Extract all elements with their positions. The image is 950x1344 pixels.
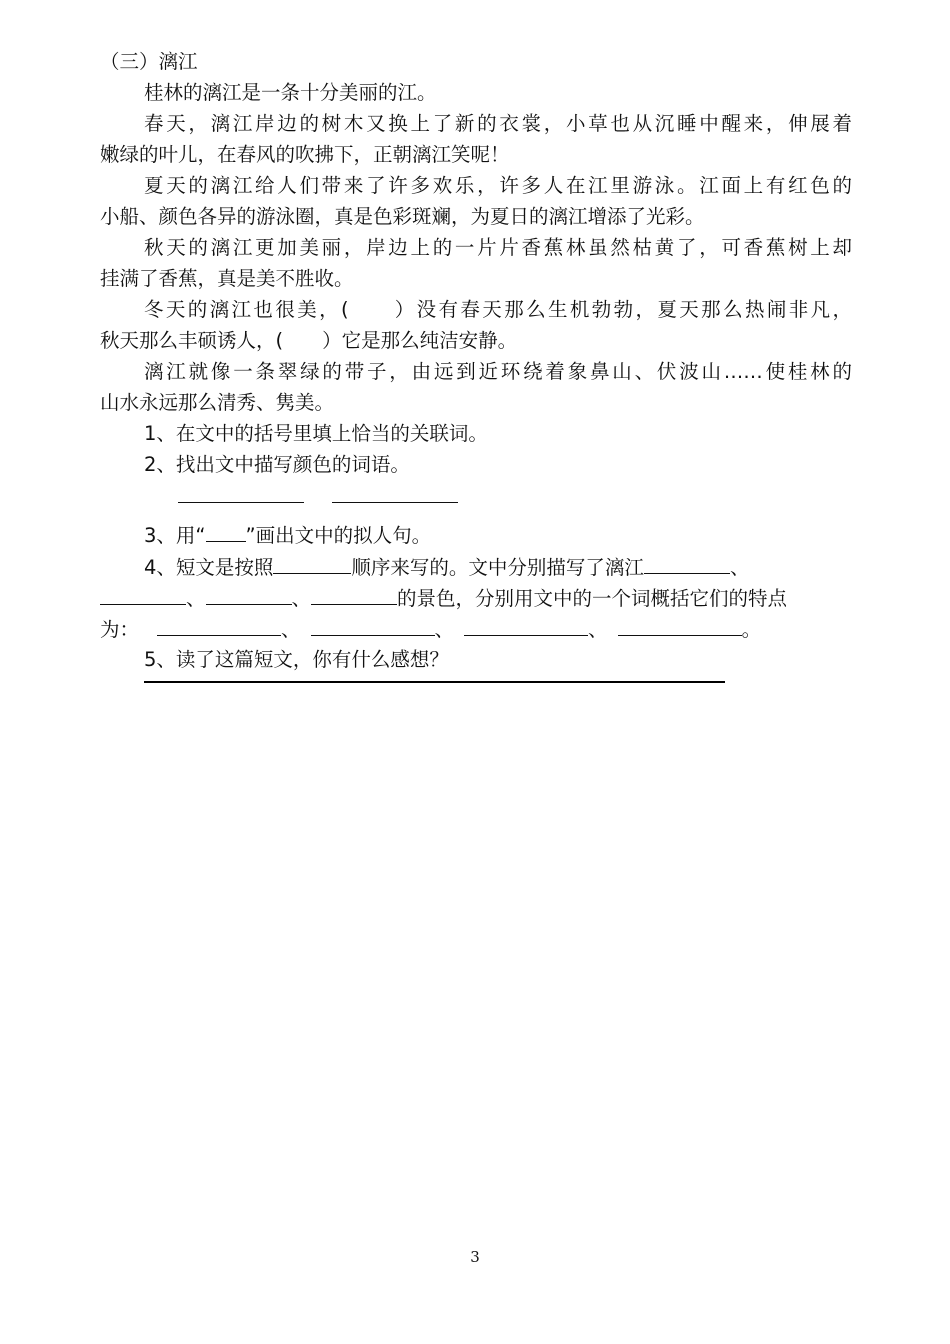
question-3 <box>100 520 852 551</box>
question-4-text-c: 的景色，分别用文中的一个词概括它们的特点 <box>397 587 788 610</box>
feature-blank-2[interactable] <box>311 613 435 636</box>
question-5: 5、读了这篇短文，你有什么感想？ <box>144 648 449 671</box>
paragraph-2-line-2: 嫩绿的叶儿，在春风的吹拂下，正朝漓江笑呢！ <box>100 143 510 166</box>
reflection-answer-line[interactable] <box>144 681 725 683</box>
section-title: （三）漓江 <box>100 50 198 73</box>
scene-blank-1[interactable] <box>644 551 730 574</box>
page-number: 3 <box>470 1248 480 1266</box>
paragraph-6-line-2: 山水永远那么清秀、隽美。 <box>100 391 335 414</box>
separator: 、 <box>186 587 206 610</box>
feature-blank-4[interactable] <box>618 613 742 636</box>
color-word-blank-1[interactable] <box>178 480 304 503</box>
paragraph-5-line-2: 秋天那么丰硕诱人，( ）它是那么纯洁安静。 <box>100 329 518 352</box>
question-2-answer-blanks <box>100 480 852 520</box>
paragraph-4-line-1: 秋天的漓江更加美丽，岸边上的一片片香蕉林虽然枯黄了，可香蕉树上却 <box>144 236 852 259</box>
question-4-line-1 <box>100 551 852 582</box>
scene-blank-3[interactable] <box>206 582 292 605</box>
color-word-blank-2[interactable] <box>332 480 458 503</box>
scene-blank-2[interactable] <box>100 582 186 605</box>
reading-passage <box>100 46 852 675</box>
paragraph-4-line-2: 挂满了香蕉，真是美不胜收。 <box>100 267 354 290</box>
question-4-text-d: 为： <box>100 618 140 641</box>
separator: 、 <box>281 618 301 641</box>
paragraph-2-line-1: 春天，漓江岸边的树木又换上了新的衣裳，小草也从沉睡中醒来，伸展着 <box>144 112 852 135</box>
paragraph-6-line-1: 漓江就像一条翠绿的带子，由远到近环绕着象鼻山、伏波山……使桂林的 <box>144 360 852 383</box>
question-3-prefix: 3、用“ <box>144 524 206 547</box>
question-4-end: 。 <box>741 618 762 641</box>
separator: 、 <box>434 618 455 641</box>
separator: 、 <box>291 587 312 610</box>
question-4-text-b: 顺序来写的。文中分别描写了漓江 <box>351 556 644 579</box>
question-3-suffix: ”画出文中的拟人句。 <box>245 524 432 547</box>
underline-sample <box>206 523 246 542</box>
feature-blank-1[interactable] <box>157 613 281 636</box>
paragraph-5-line-1: 冬天的漓江也很美，( ）没有春天那么生机勃勃，夏天那么热闹非凡， <box>144 298 852 321</box>
question-1: 1、在文中的括号里填上恰当的关联词。 <box>144 422 488 445</box>
scene-blank-4[interactable] <box>311 582 397 605</box>
question-2: 2、找出文中描写颜色的词语。 <box>144 453 410 476</box>
feature-blank-3[interactable] <box>464 613 588 636</box>
separator: 、 <box>729 556 750 579</box>
separator: 、 <box>588 618 608 641</box>
paragraph-3-line-1: 夏天的漓江给人们带来了许多欢乐，许多人在江里游泳。江面上有红色的 <box>144 174 852 197</box>
question-4-line-2 <box>100 582 852 613</box>
paragraph-3-line-2: 小船、颜色各异的游泳圈，真是色彩斑斓，为夏日的漓江增添了光彩。 <box>100 205 705 228</box>
question-4-line-3 <box>100 613 852 644</box>
order-blank[interactable] <box>273 551 351 574</box>
question-4-text-a: 4、短文是按照 <box>144 556 274 579</box>
paragraph-1: 桂林的漓江是一条十分美丽的江。 <box>144 81 437 104</box>
